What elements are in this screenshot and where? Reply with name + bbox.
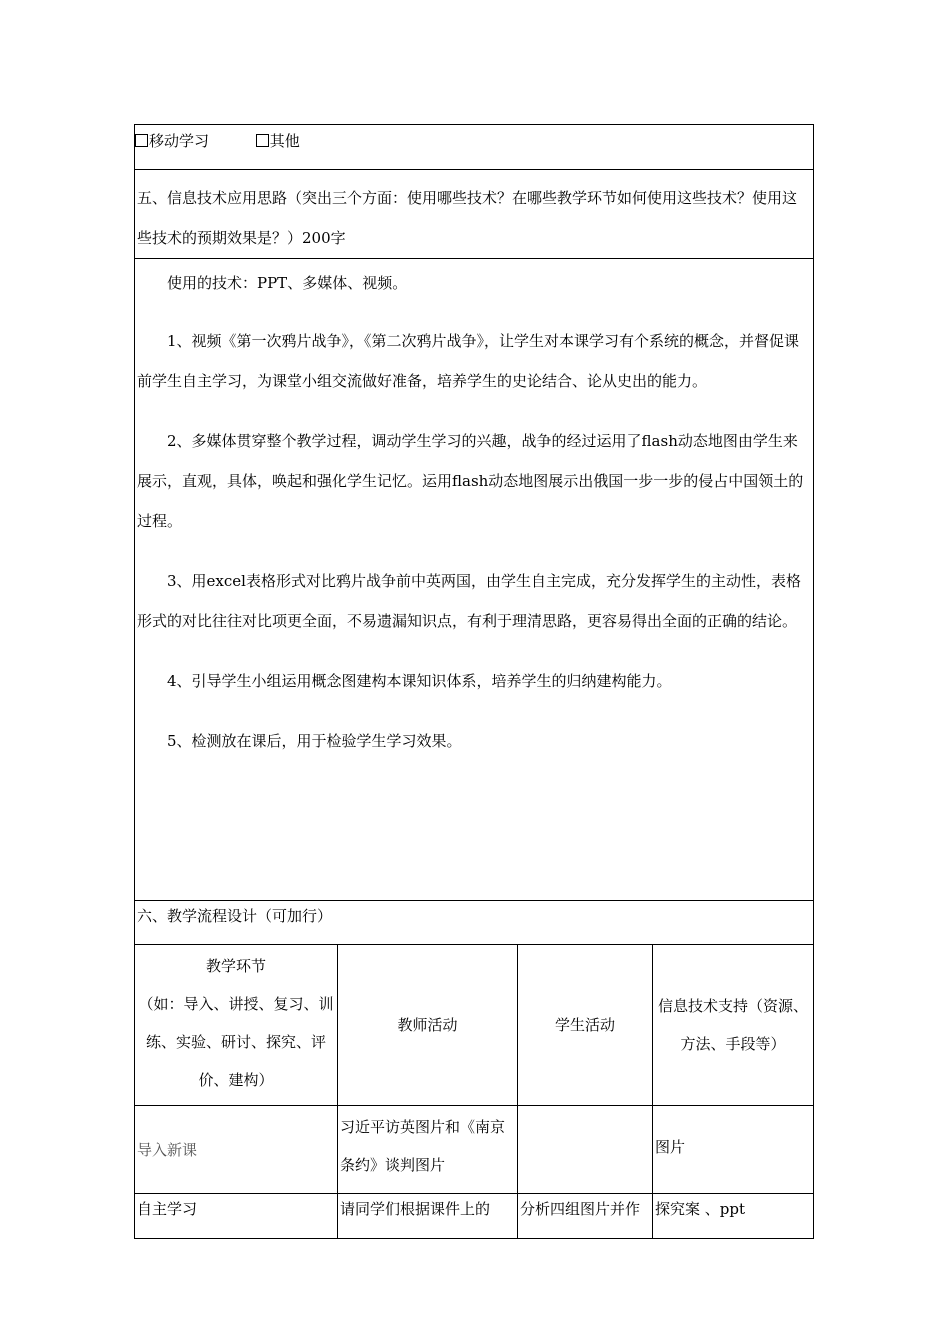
approach-item-3: 3、用excel表格形式对比鸦片战争前中英两国，由学生自主完成，充分发挥学生的主动性，表格形式的对比往往对比项更全面，不易遗漏知识点，有利于理清思路，更容易得出全面的正确的结论。 [137,572,801,630]
row1-stage: 导入新课 [135,1106,338,1194]
it-approach-cell [135,259,814,901]
header-stage-note: （如：导入、讲授、复习、训练、实验、研讨、探究、评价、建构） [138,995,334,1089]
options-cell [135,125,814,170]
approach-item-4: 4、引导学生小组运用概念图建构本课知识体系，培养学生的归纳建构能力。 [167,672,672,690]
tech-used-text: 使用的技术：PPT、多媒体、视频。 [167,274,408,292]
checkbox-icon[interactable] [256,134,269,147]
header-it-support: 信息技术支持（资源、方法、手段等） [653,945,814,1106]
option-other-label: 其他 [269,132,300,150]
row1-teacher: 习近平访英图片和《南京条约》谈判图片 [338,1106,518,1194]
table-row [135,1194,814,1239]
lesson-plan-table [134,124,814,1239]
option-mobile-learning-label: 移动学习 [149,132,210,150]
approach-item-1: 1、视频《第一次鸦片战争》，《第二次鸦片战争》，让学生对本课学习有个系统的概念，并督促课前学生自主学习，为课堂小组交流做好准备，培养学生的史论结合、论从史出的能力。 [137,332,800,390]
option-other[interactable] [256,131,300,151]
header-teacher: 教师活动 [338,945,518,1106]
it-approach-row [135,259,814,901]
row2-stage: 自主学习 [135,1194,338,1239]
options-row [135,125,814,170]
table-row [135,1106,814,1194]
approach-item-5: 5、检测放在课后，用于检验学生学习效果。 [167,732,462,750]
approach-item-2: 2、多媒体贯穿整个教学过程，调动学生学习的兴趣，战争的经过运用了flash动态地图由学生来展示，直观，具体，唤起和强化学生记忆。运用flash动态地图展示出俄国一步一步的侵占中国领土的过程。 [137,432,804,530]
row2-it: 探究案 、ppt [653,1194,814,1239]
header-stage [135,945,338,1106]
section6-row [135,901,814,945]
row2-student: 分析四组图片并作 [518,1194,653,1239]
checkbox-icon[interactable] [135,134,148,147]
row1-student [518,1106,653,1194]
section6-title: 六、教学流程设计（可加行） [135,901,814,945]
header-student: 学生活动 [518,945,653,1106]
section5-title: 五、信息技术应用思路（突出三个方面：使用哪些技术？在哪些教学环节如何使用这些技术？使用这些技术的预期效果是？）200字 [135,170,814,259]
section5-row [135,170,814,259]
flow-header-row [135,945,814,1106]
header-stage-title: 教学环节 [205,957,266,975]
row2-teacher: 请同学们根据课件上的 [338,1194,518,1239]
row1-it: 图片 [653,1106,814,1194]
option-mobile-learning[interactable] [135,131,209,151]
